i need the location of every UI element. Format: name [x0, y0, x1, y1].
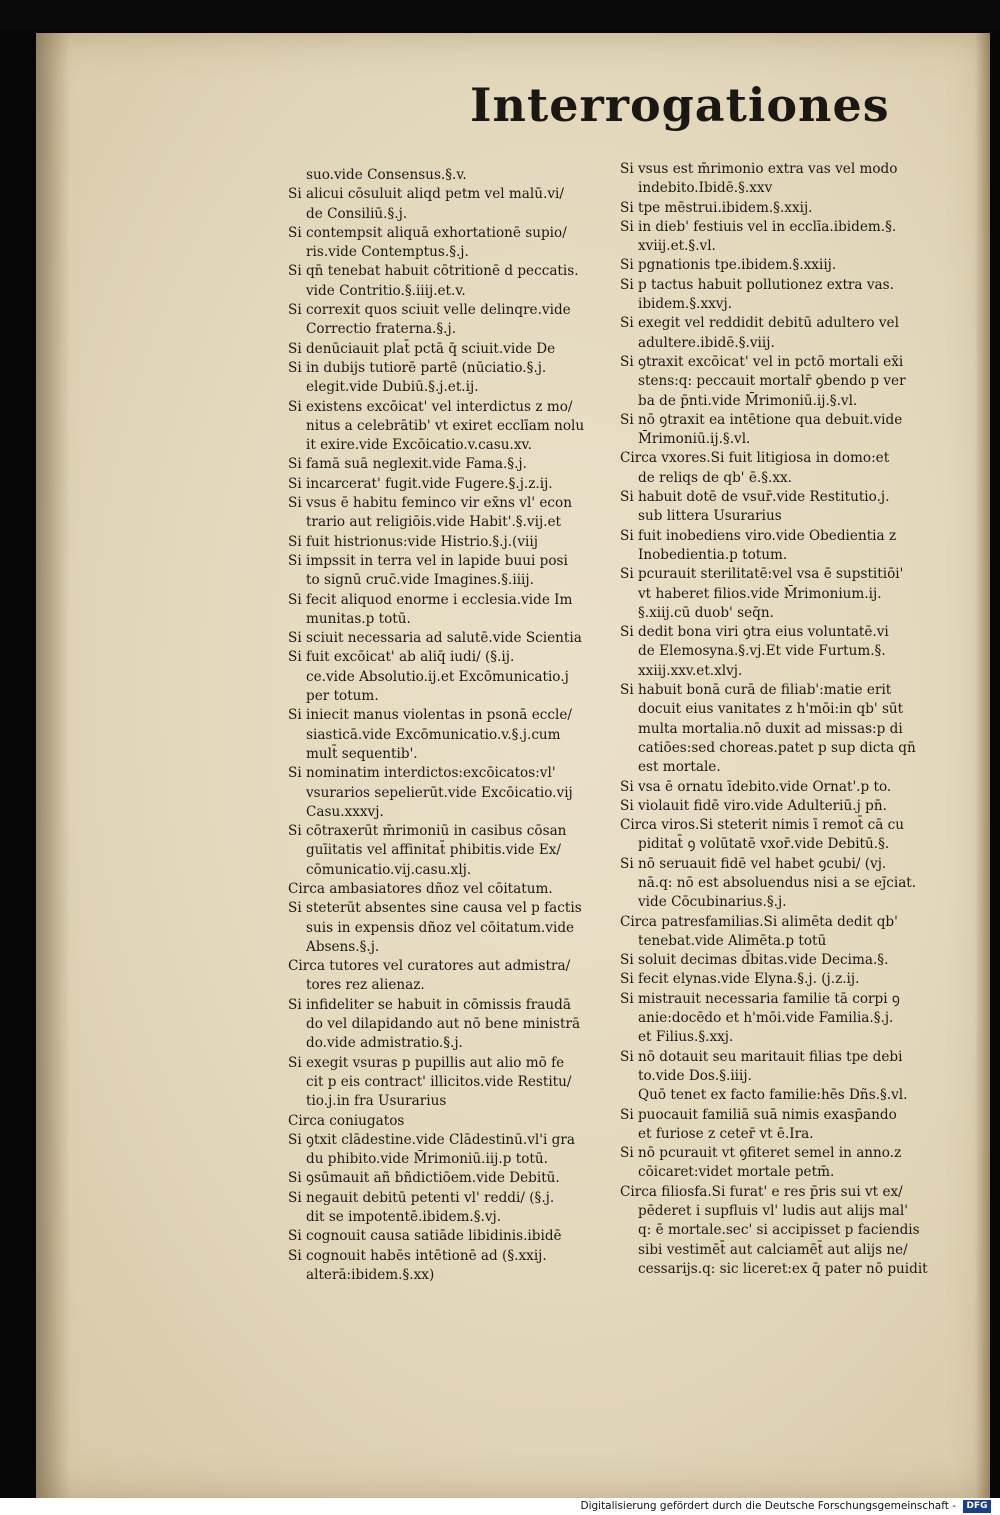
text-line: pēderet i supfluis vl' ludis aut alijs mal' [638, 1203, 908, 1220]
text-line: Si in dubijs tutiorē partē (nūciatio.§.j. [288, 359, 547, 376]
text-line: nitus a celebrātib' vt exiret ecclīam nolu [306, 417, 585, 434]
text-line: elegit.vide Dubiū.§.j.et.ij. [306, 379, 479, 396]
text-line: xviij.et.§.vl. [638, 238, 716, 255]
dfg-logo: DFG [963, 1500, 991, 1513]
text-line: vsurarios sepelierūt.vide Excōicatio.vij [306, 784, 573, 801]
text-line: vt haberet filios.vide M̄rimonium.ij. [638, 585, 882, 602]
text-line: suo.vide Consensus.§.v. [306, 167, 467, 183]
text-line: catiōes:sed choreas.patet p sup dicta qn̄ [638, 739, 916, 756]
page-gutter-shadow [36, 33, 70, 1498]
text-line: Si fecit aliquod enorme i ecclesia.vide Im [288, 591, 573, 608]
text-line: to signū cruc̄.vide Imagines.§.iiij. [306, 572, 534, 589]
text-line: ba de p̄nti.vide M̄rimoniū.ij.§.vl. [638, 392, 858, 409]
text-line: cessarijs.q: sic liceret:ex q̄ pater nō puidit [638, 1260, 928, 1277]
left-text-column [288, 166, 606, 1285]
funding-credit: Digitalisierung gefördert durch die Deutsche Forschungsgemeinschaft - [580, 1500, 956, 1512]
text-line: ibidem.§.xxvj. [638, 296, 733, 313]
text-line: munitas.p totū. [306, 610, 411, 627]
text-line: Si nō dotauit seu maritauit filias tpe debi [620, 1048, 903, 1065]
text-line: Si habuit bonā curā de filiab':matie erit [620, 682, 892, 699]
text-line: Si alicui cōsuluit aliqd petm vel malū.vi/ [288, 186, 564, 203]
text-line: Si mistrauit necessaria familie tā corpi ꝯ [620, 990, 900, 1007]
text-line: Si fuit inobediens viro.vide Obedientia z [620, 527, 897, 544]
text-line: Si nominatim interdictos:excōicatos:vl' [288, 765, 556, 782]
text-line: indebito.Ibidē.§.xxv [638, 180, 773, 197]
text-line: Si infideliter se habuit in cōmissis fraudā [288, 996, 571, 1013]
text-line: Si vsus est m̄rimonio extra vas vel modo [620, 161, 898, 177]
text-line: cōmunicatio.vij.casu.xlj. [306, 861, 472, 878]
text-line: et furiose z ceter̄ vt ē.Ira. [638, 1125, 814, 1142]
text-line: tio.j.in fra Usurarius [306, 1093, 447, 1110]
text-line: M̄rimoniū.ij.§.vl. [638, 431, 751, 448]
text-line: Si cōtraxerūt m̄rimoniū in casibus cōsan [288, 823, 567, 840]
text-line: trario aut religiōis.vide Habit'.§.vij.et [306, 514, 561, 531]
text-line: Si fuit histrionus:vide Histrio.§.j.(viij [288, 533, 538, 550]
text-line: guīitatis vel affinitat̄ phibitis.vide Ex/ [306, 842, 562, 859]
text-line: xxiij.xxv.et.xlvj. [638, 662, 743, 679]
text-line: Si existens excōicat' vel interdictus z mo/ [288, 398, 573, 415]
text-line: Si dedit bona viri ꝯtra eius voluntatē.vi [620, 624, 889, 641]
text-line: Si cognouit causa satiāde libidinis.ibidē [288, 1228, 562, 1245]
text-line: nā.q: nō est absoluendus nisi a se ej̄ciat. [638, 874, 917, 891]
text-line: cōicaret:videt mortale petm̄. [638, 1164, 835, 1181]
text-line: Quō tenet ex facto familie:hēs Dñs.§.vl. [638, 1087, 908, 1104]
text-line: Si nō ꝯtraxit ea intētione qua debuit.vide [620, 411, 903, 428]
text-line: du phibito.vide M̄rimoniū.iij.p totū. [306, 1151, 548, 1168]
text-line: Si iniecit manus violentas in psonā eccle/ [288, 707, 572, 724]
text-line: Si ꝯsūmauit añ bñdictiōem.vide Debitū. [288, 1170, 560, 1187]
text-line: anie:docēdo et h'mōi.vide Familia.§.j. [638, 1010, 894, 1027]
text-line: de reliqs de qb' ē.§.xx. [638, 469, 792, 486]
text-line: vide Contritio.§.iiij.et.v. [306, 282, 466, 299]
text-line: Si vsa ē ornatu īdebito.vide Ornat'.p to. [620, 778, 892, 795]
text-line: docuit eius vanitates z h'mōi:in qb' sūt [638, 701, 904, 718]
text-line: Si puocauit familiā suā nimis exasp̄ando [620, 1106, 897, 1123]
text-line: Si denūciauit plat̄ pctā q̄ sciuit.vide De [288, 340, 556, 357]
text-line: Si qn̄ tenebat habuit cōtritionē d peccatis. [288, 263, 579, 280]
text-line: Si in dieb' festiuis vel in ecclīa.ibidem.§. [620, 218, 897, 235]
text-line: Si correxit quos sciuit velle delinqre.vide [288, 302, 571, 319]
text-line: mult̄ sequentib'. [306, 745, 418, 762]
text-line: Si nō seruauit fidē vel habet ꝯcubi/ (vj. [620, 855, 887, 872]
scan-border [0, 0, 1000, 30]
text-line: Si vsus ē habitu feminco vir ex̄ns vl' econ [288, 495, 572, 512]
text-line: Circa vxores.Si fuit litigiosa in domo:et [620, 450, 890, 467]
text-line: piditat̄ ꝯ volūtatē vxor̄.vide Debitū.§. [638, 836, 890, 853]
text-line: Circa viros.Si steterit nimis ī remot̄ cā cu [620, 817, 905, 834]
text-line: adultere.ibidē.§.viij. [638, 334, 775, 351]
text-line: Si cognouit habēs intētionē ad (§.xxij. [288, 1247, 547, 1264]
text-line: Si pgnationis tpe.ibidem.§.xxiij. [620, 257, 837, 274]
text-line: Si soluit decimas d̄bitas.vide Decima.§. [620, 952, 889, 969]
text-line: Si steterūt absentes sine causa vel p factis [288, 900, 582, 917]
text-line: Si habuit dotē de vsur̄.vide Restitutio.j. [620, 489, 890, 506]
page-edge-shadow [975, 33, 990, 1498]
text-line: est mortale. [638, 759, 721, 776]
text-line: Absens.§.j. [306, 938, 380, 955]
text-line: Si exegit vsuras p pupillis aut alio mō fe [288, 1054, 565, 1071]
text-line: stens:q: peccauit mortalr̄ ꝯbendo p ver [638, 373, 906, 390]
page-heading: Interrogationes [470, 78, 890, 132]
text-line: Si ꝯtxit clādestine.vide Clādestinū.vl'i gra [288, 1131, 575, 1148]
text-line: §.xiij.cū duob' seq̄n. [638, 604, 774, 621]
text-line: Si negauit debitū petenti vl' reddi/ (§.j. [288, 1189, 555, 1206]
text-line: alterā:ibidem.§.xx) [306, 1266, 435, 1283]
text-line: per totum. [306, 688, 379, 705]
text-line: Inobedientia.p totum. [638, 546, 788, 563]
text-line: Circa tutores vel curatores aut admistra/ [288, 958, 571, 975]
text-line: et Filius.§.xxj. [638, 1029, 734, 1046]
text-line: Si tpe mēstrui.ibidem.§.xxij. [620, 199, 813, 216]
text-line: Si sciuit necessaria ad salutē.vide Scientia [288, 630, 582, 647]
text-line: tenebat.vide Alimēta.p totū [638, 932, 827, 949]
text-line: multa mortalia.nō duxit ad missas:p di [638, 720, 903, 737]
text-line: do vel dilapidando aut nō bene ministrā [306, 1016, 581, 1033]
text-line: sub littera Usurarius [638, 508, 782, 525]
text-line: siasticā.vide Excōmunicatio.v.§.j.cum [306, 726, 561, 743]
text-line: Si fuit excōicat' ab aliq̄ iudi/ (§.ij. [288, 649, 515, 666]
text-line: suis in expensis dñoz vel cōitatum.vide [306, 919, 575, 936]
text-line: Si famā suā neglexit.vide Fama.§.j. [288, 456, 527, 473]
text-line: Si nō pcurauit vt ꝯfiteret semel in anno.z [620, 1145, 902, 1162]
text-line: Correctio fraterna.§.j. [306, 321, 457, 338]
text-line: Si fecit elynas.vide Elyna.§.j. (j.z.ij. [620, 971, 860, 988]
text-line: de Consiliū.§.j. [306, 205, 408, 222]
text-line: Si violauit fidē viro.vide Adulteriū.j pn̄. [620, 797, 887, 814]
text-line: Circa ambasiatores dñoz vel cōitatum. [288, 880, 553, 897]
text-line: q: ē mortale.sec' si accipisset p faciendis [638, 1222, 920, 1239]
text-line: to.vide Dos.§.iiij. [638, 1067, 752, 1084]
text-line: Casu.xxxvj. [306, 803, 384, 820]
text-line: Si incarcerat' fugit.vide Fugere.§.j.z.ij. [288, 475, 553, 492]
text-line: cit p eis contract' illicitos.vide Restitu/ [306, 1073, 572, 1090]
text-line: sibi vestimēt̄ aut calciamēt̄ aut alijs ne/ [638, 1241, 908, 1258]
text-line: ce.vide Absolutio.ij.et Excōmunicatio.j [306, 668, 569, 685]
text-line: Si ꝯtraxit excōicat' vel in pctō mortali ex̄i [620, 353, 904, 370]
text-line: Si pcurauit sterilitatē:vel vsa ē supstitiōi' [620, 566, 904, 583]
text-line: Circa coniugatos [288, 1112, 405, 1129]
text-line: dit se impotentē.ibidem.§.vj. [306, 1209, 502, 1226]
text-line: Si contempsit aliquā exhortationē supio/ [288, 224, 567, 241]
text-line: de Elemosyna.§.vj.Et vide Furtum.§. [638, 643, 886, 660]
right-text-column [620, 160, 938, 1279]
text-line: do.vide admistratio.§.j. [306, 1035, 463, 1052]
text-line: Si p tactus habuit pollutionez extra vas. [620, 276, 894, 293]
text-line: Circa patresfamilias.Si alimēta dedit qb' [620, 913, 898, 930]
text-line: Si impssit in terra vel in lapide buui posi [288, 552, 568, 569]
text-line: Circa filiosfa.Si furat' e res p̄ris sui vt ex/ [620, 1183, 903, 1200]
text-line: vide Cōcubinarius.§.j. [638, 894, 787, 911]
text-line: tores rez alienaz. [306, 977, 425, 994]
text-line: Si exegit vel reddidit debitū adultero vel [620, 315, 899, 332]
text-line: ris.vide Contemptus.§.j. [306, 244, 469, 261]
text-line: it exire.vide Excōicatio.v.casu.xv. [306, 437, 532, 454]
